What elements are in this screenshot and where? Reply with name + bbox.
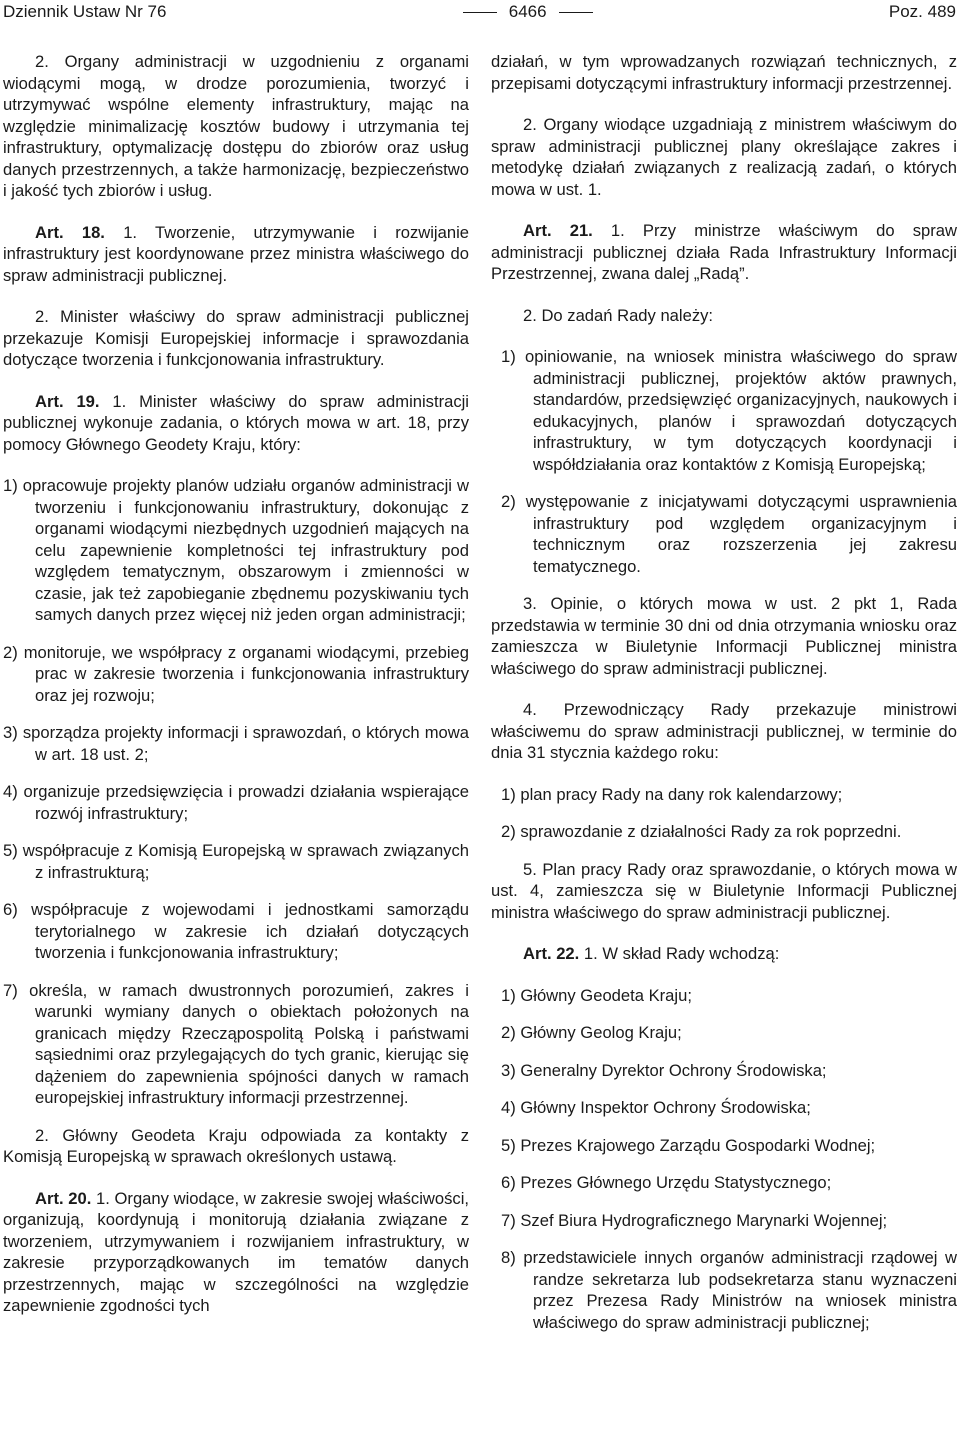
list-item: 2) Główny Geolog Kraju;	[501, 1023, 682, 1042]
art22-list	[491, 985, 957, 1334]
page-number-block	[463, 1, 593, 23]
list-item: 7) określa, w ramach dwustronnych porozumień, zakres i warunki wymiany danych o obiektach położonych na granicach między Rzecząpospolitą Polską i państwami sąsiednimi oraz przylegających do tych granic, kierując się dążeniem do zapewnienia spójności danych w ramach europejskiej infrastruktury informacji przestrzennej.	[3, 980, 469, 1107]
list-item: 2) monitoruje, we współpracy z organami wiodącymi, przebieg prac w zakresie tworzenia i funkcjonowania infrastruktury oraz jej rozwoju;	[3, 642, 469, 705]
list-item: 4) organizuje przedsięwzięcia i prowadzi działania wspierające rozwój infrastruktury;	[3, 782, 469, 823]
position-label: Poz. 489	[888, 2, 956, 22]
list-item: 2) sprawozdanie z działalności Rady za rok poprzedni.	[501, 822, 902, 841]
list-item: 1) opracowuje projekty planów udziału organów administracji w tworzeniu i funkcjonowaniu infrastruktury, dokonując z organami wiodącymi niezbędnych uzgodnień mających na celu zapewnienie kompletności tej infrastruktury pod względem tematycznym, obszarowym i zmienności w czasie, jak też zapobieganie zbędnemu pozyskiwaniu tych samych danych przez więcej niż jeden organ administracji;	[3, 476, 469, 624]
dash-left	[463, 12, 497, 13]
list-item: 5) Prezes Krajowego Zarządu Gospodarki Wodnej;	[501, 1135, 876, 1155]
journal-title: Dziennik Ustaw Nr 76	[3, 2, 167, 22]
right-column	[491, 51, 957, 1349]
page-number: 6466	[508, 2, 547, 22]
art20-paragraph-2: 2. Organy wiodące uzgadniają z ministrem właściwym do spraw administracji publicznej plany określające zakres i metodykę działań związanych z realizacją zadań, o których mowa w ust. 1.	[491, 115, 957, 199]
dash-right	[559, 12, 593, 13]
art20-paragraph-1	[3, 1188, 469, 1317]
art21-list-2	[491, 784, 957, 843]
art21-label: Art. 21.	[523, 221, 593, 240]
art17-paragraph-2: 2. Organy administracji w uzgodnieniu z organami wiodącymi mogą, w drodze porozumienia, tworzyć i utrzymywać wspólne elementy infrastruktury, mając na względzie minimalizację kosztów budowy i utrzymania tej infrastruktury, optymalizację dostępu do zbiorów oraz usług danych przestrzennych, a także harmonizację, bezpieczeństwo i jakość tych zbiorów i usług.	[3, 52, 469, 200]
art19-text-1: 1. Minister właściwy do spraw administracji publicznej wykonuje zadania, o których mowa w art. 18, przy pomocy Głównego Geodety Kraju, który:	[3, 391, 469, 454]
art19-paragraph-2: 2. Główny Geodeta Kraju odpowiada za kontakty z Komisją Europejską w sprawach określonych ustawą.	[3, 1125, 469, 1166]
art20-text-1: 1. Organy wiodące, w zakresie swojej właściwości, organizują, koordynują i monitorują działania związane z tworzeniem, utrzymywaniem i rozwijaniem infrastruktury, w zakresie przyporządkowanych im tematów danych przestrzennych, mając w szczególności na względzie zapewnienie zgodności tych	[3, 1188, 469, 1315]
art21-paragraph-2: 2. Do zadań Rady należy:	[523, 305, 714, 325]
list-item: 6) współpracuje z wojewodami i jednostkami samorządu terytorialnego w zakresie ich działań dotyczących tworzenia i funkcjonowania infrastruktury;	[3, 900, 469, 962]
art18-label: Art. 18.	[35, 222, 105, 242]
art22-paragraph-1	[491, 943, 957, 965]
list-item: 8) przedstawiciele innych organów administracji rządowej w randze sekretarza lub podsekretarza stanu wyznaczeni przez Prezesa Rady Ministrów na wniosek ministra właściwego do spraw administracji publicznej;	[501, 1248, 957, 1332]
list-item: 1) plan pracy Rady na dany rok kalendarzowy;	[501, 784, 843, 804]
art21-paragraph-5: 5. Plan pracy Rady oraz sprawozdanie, o których mowa w ust. 4, zamieszcza się w Biuletynie Informacji Publicznej ministra właściwego do spraw administracji publicznej.	[491, 859, 957, 922]
left-column	[3, 51, 469, 1337]
art18-paragraph-1	[3, 222, 469, 287]
art21-list	[491, 346, 957, 577]
page-header	[3, 0, 956, 24]
list-item: 2) występowanie z inicjatywami dotyczącymi usprawnienia infrastruktury pod względem organizacyjnym i technicznym oraz rozszerzenia jej zakresu tematycznego.	[501, 492, 957, 576]
art22-text-1: 1. W skład Rady wchodzą:	[579, 944, 780, 963]
art18-paragraph-2: 2. Minister właściwy do spraw administracji publicznej przekazuje Komisji Europejskiej informacje i sprawozdania dotyczące tworzenia i funkcjonowania infrastruktury.	[3, 307, 469, 369]
art21-text-1: 1. Przy ministrze właściwym do spraw administracji publicznej działa Rada Infrastruktury Informacji Przestrzennej, zwana dalej „Radą”.	[491, 221, 957, 283]
list-item: 7) Szef Biura Hydrograficznego Marynarki Wojennej;	[501, 1210, 888, 1230]
art19-paragraph-1	[3, 391, 469, 456]
list-item: 4) Główny Inspektor Ochrony Środowiska;	[501, 1098, 811, 1117]
art20-continuation: działań, w tym wprowadzanych rozwiązań technicznych, z przepisami dotyczącymi infrastruktury informacji przestrzennej.	[491, 52, 957, 93]
list-item: 3) sporządza projekty informacji i sprawozdań, o których mowa w art. 18 ust. 2;	[3, 723, 469, 764]
art19-label: Art. 19.	[35, 391, 100, 411]
art18-text-1: 1. Tworzenie, utrzymywanie i rozwijanie infrastruktury jest koordynowane przez ministra właściwego do spraw administracji publicznej.	[3, 222, 469, 285]
art22-label: Art. 22.	[523, 944, 580, 963]
art19-list	[3, 475, 469, 1109]
list-item: 3) Generalny Dyrektor Ochrony Środowiska;	[501, 1060, 827, 1080]
art21-paragraph-3: 3. Opinie, o których mowa w ust. 2 pkt 1, Rada przedstawia w terminie 30 dni od dnia otrzymania wniosku oraz zamieszcza w Biuletynie Informacji Publicznej ministra właściwego do spraw administracji publicznej.	[491, 594, 957, 678]
art21-paragraph-4: 4. Przewodniczący Rady przekazuje ministrowi właściwemu do spraw administracji publicznej, w terminie do dnia 31 stycznia każdego roku:	[491, 700, 957, 762]
art20-label: Art. 20.	[35, 1188, 92, 1208]
list-item: 1) Główny Geodeta Kraju;	[501, 985, 692, 1005]
list-item: 5) współpracuje z Komisją Europejską w sprawach związanych z infrastrukturą;	[3, 841, 469, 882]
list-item: 6) Prezes Głównego Urzędu Statystycznego;	[501, 1173, 832, 1192]
art21-paragraph-1	[491, 220, 957, 285]
list-item: 1) opiniowanie, na wniosek ministra właściwego do spraw administracji publicznej, projektów aktów prawnych, standardów, przedsięwzięć organizacyjnych, naukowych i edukacyjnych, planów i sprawozdań dotyczących infrastruktury, w tym dotyczących koordynacji i współdziałania oraz kontaktów z Komisją Europejską;	[501, 347, 957, 474]
